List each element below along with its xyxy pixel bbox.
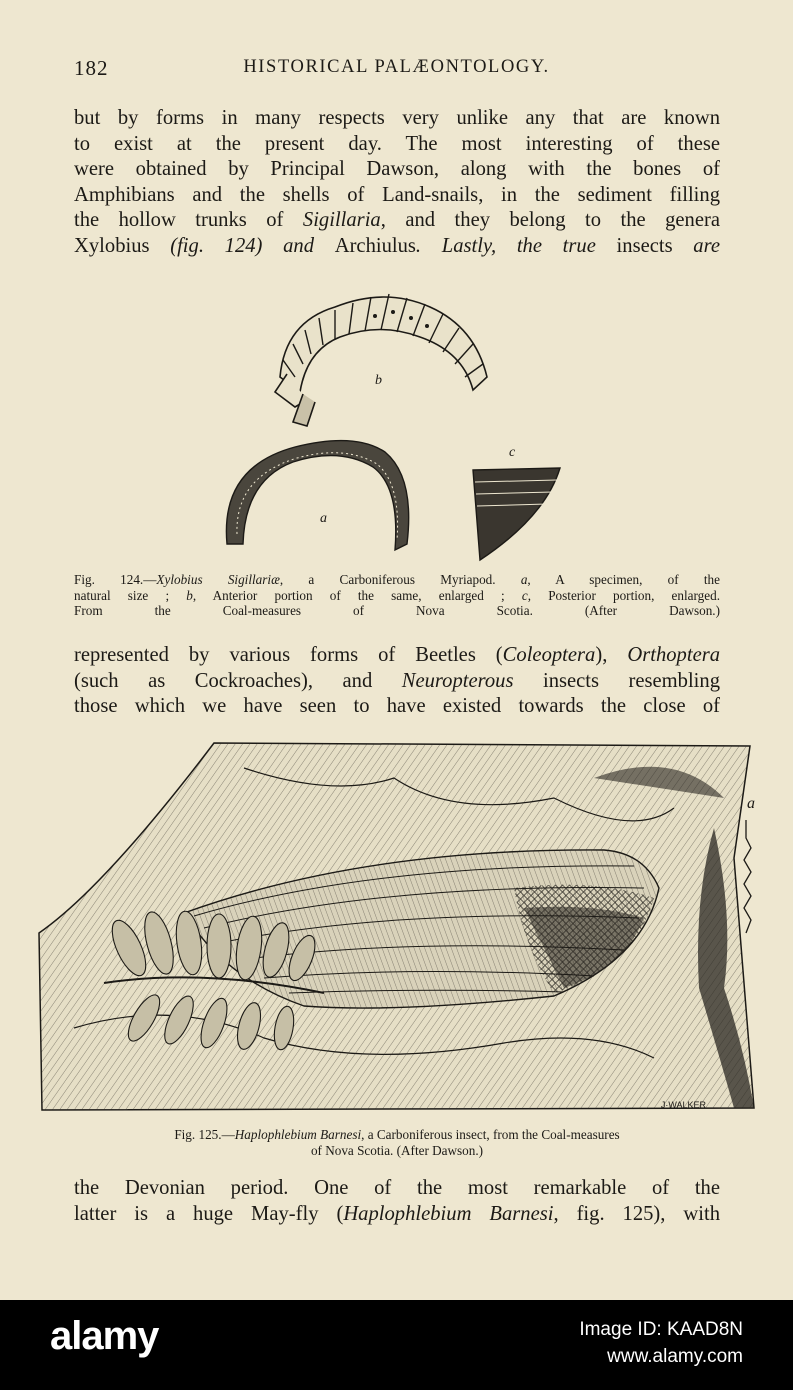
image-id-text: Image ID: KAAD8N	[579, 1319, 743, 1340]
text-run: , a Carboniferous Myriapod.	[279, 572, 521, 587]
figure-124-myriapod-illustration	[215, 282, 575, 567]
running-header	[74, 56, 719, 86]
text-line	[74, 694, 720, 720]
text-line	[74, 132, 720, 158]
text-run: Amphibians and the shells of Land-snails, in the sediment filling	[74, 183, 720, 206]
text-run: Fig. 124.—	[74, 572, 157, 587]
text-run: Fig. 125.—	[174, 1127, 235, 1142]
italic-text: Xylobius Sigillariæ	[156, 572, 280, 587]
text-run: natural size ;	[74, 587, 187, 603]
text-run: those which we have seen to have existed towards the close of	[74, 695, 720, 718]
figure-125-mayfly-fossil-illustration	[34, 738, 764, 1113]
italic-text: Haplophlebium Barnesi	[343, 1202, 554, 1225]
page-number: 182	[74, 56, 109, 80]
text-run: insects	[616, 234, 673, 257]
label-a: a	[320, 511, 327, 526]
site-url: www.alamy.com	[607, 1346, 743, 1367]
text-run: (such as Cockroaches), and	[74, 669, 402, 692]
text-run: the Devonian period. One of the most remarkable of the	[74, 1177, 720, 1199]
text-run: , a Carboniferous insect, from the Coal-measures	[361, 1127, 620, 1142]
engraver-signature: J·WALKER	[660, 1100, 706, 1110]
text-line	[74, 588, 720, 604]
text-run: , A specimen, of the	[527, 572, 721, 587]
brand-logo: alamy	[50, 1314, 159, 1358]
figure-125-caption	[74, 1127, 720, 1158]
specimen-drawing	[226, 441, 408, 550]
italic-text: are	[672, 234, 720, 257]
text-run: the hollow trunks of	[74, 209, 303, 232]
text-run: were obtained by Principal Dawson, along with the bones of	[74, 158, 720, 181]
running-title: HISTORICAL PALÆONTOLOGY.	[243, 57, 550, 77]
text-line	[74, 106, 720, 132]
paragraph-3	[74, 1176, 720, 1227]
text-line	[74, 669, 720, 695]
text-run: ),	[595, 644, 628, 666]
text-line	[74, 1127, 720, 1143]
paragraph-1	[74, 106, 720, 260]
figure-124-caption	[74, 572, 720, 619]
text-line	[74, 1176, 720, 1202]
italic-text: (fig. 124) and	[149, 234, 335, 257]
text-run: Archiulus	[334, 234, 416, 257]
italic-text: Coleoptera	[502, 644, 596, 666]
text-line	[74, 572, 720, 588]
text-line	[74, 1143, 720, 1159]
text-line	[74, 208, 720, 234]
label-b: b	[375, 373, 382, 388]
text-run: but by forms in many respects very unlike any that are known	[74, 107, 720, 129]
text-run: , Anterior portion of the same, enlarged ;	[192, 587, 522, 603]
italic-text: . Lastly, the true	[415, 234, 617, 257]
text-line	[74, 603, 720, 619]
text-line	[74, 157, 720, 183]
text-line	[74, 643, 720, 669]
text-run: , fig. 125), with	[553, 1202, 721, 1225]
text-run: , Posterior portion, enlarged.	[527, 587, 721, 603]
image-info	[579, 1316, 743, 1370]
italic-text: b	[186, 587, 193, 603]
italic-text: Sigillaria	[302, 209, 381, 232]
label-a-125: a	[747, 795, 755, 812]
italic-text: Orthoptera	[627, 644, 721, 666]
text-line	[74, 1202, 720, 1228]
anterior-portion-drawing	[275, 297, 487, 426]
label-c: c	[509, 445, 516, 460]
italic-text: Haplophlebium Barnesi	[234, 1127, 362, 1142]
text-run: Xylobius	[74, 234, 150, 257]
paragraph-2	[74, 643, 720, 720]
italic-text: a	[520, 572, 528, 587]
text-run: From the Coal-measures of Nova Scotia. (After Dawson.)	[74, 603, 720, 619]
text-line	[74, 234, 720, 260]
text-run: represented by various forms of Beetles (	[74, 644, 503, 666]
text-run: to exist at the present day. The most interesting of these	[74, 132, 720, 155]
text-run: , and they belong to the genera	[380, 209, 720, 232]
text-run: of Nova Scotia. (After Dawson.)	[310, 1142, 484, 1158]
text-run: latter is a huge May-fly (	[74, 1202, 344, 1225]
posterior-portion-drawing	[473, 468, 560, 560]
italic-text: Neuropterous	[401, 669, 514, 692]
text-run: insects resembling	[513, 669, 720, 692]
italic-text: c	[521, 587, 528, 603]
text-line	[74, 183, 720, 209]
